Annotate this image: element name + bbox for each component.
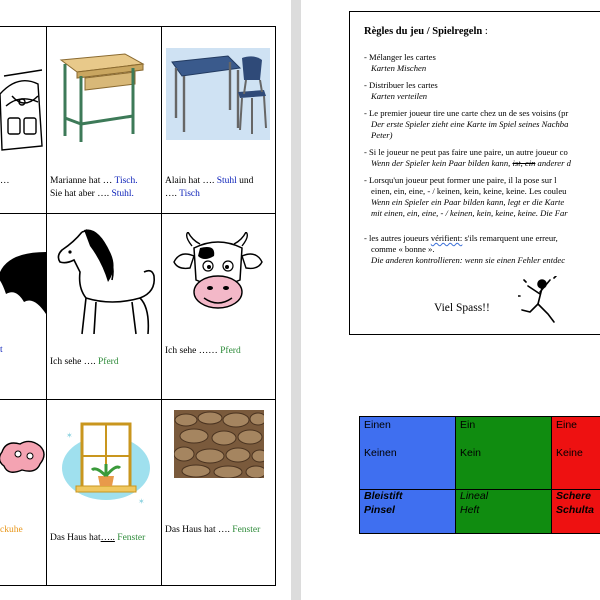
article-cell-green: Ein Kein (456, 417, 552, 489)
caption-text: Alain hat …. (165, 176, 215, 186)
rule-item (364, 108, 568, 141)
rule-fr: - Lorsqu'un joueur peut former une paire, il la pose sur l (364, 175, 557, 185)
card-caption (165, 345, 241, 358)
article-cell-red: Eine Keine (552, 417, 600, 489)
caption-text: Das Haus hat (50, 533, 101, 543)
rule-item (364, 233, 565, 266)
rule-de: Peter) (371, 130, 393, 140)
desk-icon (55, 50, 147, 144)
card-caption: … (0, 176, 10, 186)
window-icon (60, 418, 152, 508)
rule-item (364, 80, 438, 102)
noun-cell-red: Schere Schulta (552, 490, 600, 533)
noun-cell-blue: Bleistift Pinsel (360, 490, 456, 533)
horse-icon (52, 222, 158, 340)
caption-word: Fenster (117, 533, 146, 543)
rule-de: Die anderen kontrollieren: wenn sie einen Fehler entdec (371, 255, 566, 265)
rule-fr: - Le premier joueur tire une carte chez un de ses voisins (pr (364, 108, 569, 118)
caption-word: Tisch. (114, 176, 138, 186)
rule-de: Karten Mischen (371, 63, 427, 73)
card-caption (50, 356, 119, 369)
right-page (301, 0, 600, 600)
caption-blank: ….. (100, 533, 115, 543)
caption-text: …. (165, 189, 177, 199)
rule-fr: - Si le joueur ne peut pas faire une paire, un autre joueur co (364, 147, 568, 157)
grid-line (0, 585, 276, 586)
article-color-table (359, 416, 600, 534)
table-chair-icon (166, 48, 270, 140)
caption-text: und (239, 176, 254, 186)
svg-text:✶: ✶ (138, 497, 145, 506)
rule-de: mit einen, ein, eine, - / keinen, kein, keine, keine. Die Far (371, 208, 568, 218)
noun-cell-green: Lineal Heft (456, 490, 552, 533)
caption-word: Stuhl. (111, 189, 134, 199)
left-page (0, 0, 291, 600)
caption-text: Sie hat aber …. (50, 189, 110, 199)
rules-box (349, 11, 600, 335)
rule-de: Wenn ein Spieler ein Paar bilden kann, legt er die Karte (371, 197, 565, 207)
grid-line (0, 213, 276, 214)
cheering-figure-icon (518, 276, 562, 326)
caption-text: Ich sehe …. (50, 357, 96, 367)
rule-de: Karten verteilen (371, 91, 428, 101)
caption-word: Fenster (232, 525, 261, 535)
caption-word: Pferd (98, 357, 119, 367)
card-caption (50, 188, 134, 201)
caption-text: Ich sehe …… (165, 346, 218, 356)
rule-item (364, 147, 571, 169)
card-grid (0, 26, 276, 586)
grid-line (0, 26, 276, 27)
article-cell-blue: Einen Keinen (360, 417, 456, 489)
rule-de: Wenn der Spieler kein Paar bilden kann, ist, ein anderer d (371, 158, 571, 168)
closing-text: Viel Spass!! (434, 302, 490, 314)
card-caption (165, 175, 253, 188)
rule-de: Der erste Spieler zieht eine Karte im Spiel seines Nachba (371, 119, 569, 129)
page-gap (291, 0, 301, 600)
card-caption: ckuhe (0, 525, 23, 535)
stone-wall-photo (174, 410, 264, 478)
grid-line (0, 399, 276, 400)
caption-word: Tisch (179, 189, 200, 199)
cow-icon (170, 232, 266, 316)
card-caption (165, 188, 200, 201)
card-caption (50, 532, 145, 545)
pink-object-icon (0, 434, 46, 478)
caption-text: Marianne hat … (50, 176, 113, 186)
caption-word: Pferd (220, 346, 241, 356)
card-caption (50, 175, 138, 188)
card-caption (165, 524, 260, 537)
rule-fr: - Mélanger les cartes (364, 52, 436, 62)
card-caption: t (0, 345, 3, 355)
rule-fr: - Distribuer les cartes (364, 80, 438, 90)
rule-fr: comme « bonne ». (371, 244, 435, 254)
rule-fr: einen, ein, eine, - / keinen, kein, keine, keine. Les couleu (371, 186, 567, 196)
grid-line (275, 26, 276, 586)
schoolbag-icon (0, 66, 44, 156)
svg-text:✶: ✶ (66, 431, 73, 440)
grid-line (46, 26, 47, 586)
umbrella-icon (0, 248, 46, 318)
rule-fr: - les autres joueurs vérifient: s'ils remarquent une erreur, (364, 233, 558, 243)
caption-text: Das Haus hat …. (165, 525, 230, 535)
rules-title: Règles du jeu / Spielregeln : (364, 26, 488, 37)
caption-word: Stuhl (216, 176, 237, 186)
rule-item (364, 175, 568, 219)
rule-item (364, 52, 436, 74)
grid-line (161, 26, 162, 586)
